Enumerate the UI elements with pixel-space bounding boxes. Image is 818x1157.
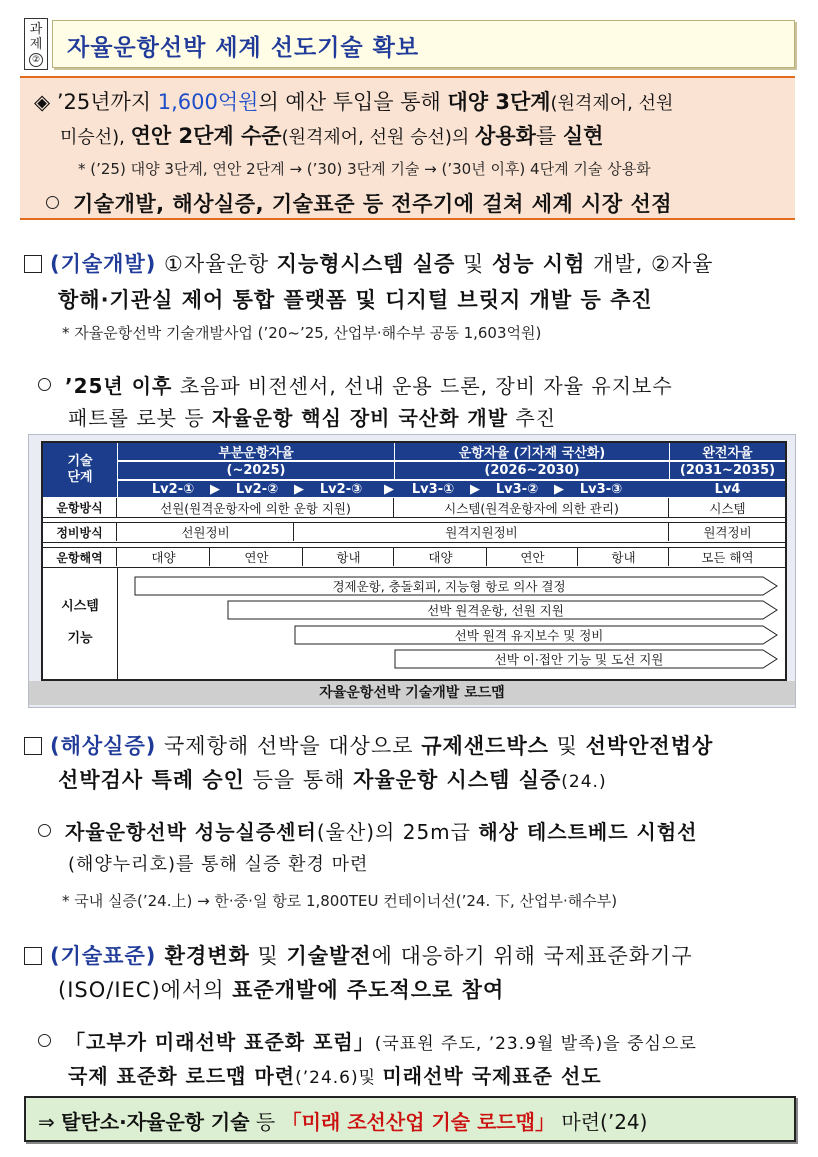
body-text: 및 — [455, 252, 492, 276]
operation-stage-1: 선원(원격운항자에 의한 운항 지원) — [118, 498, 394, 517]
system-label: 시스템 — [43, 595, 117, 613]
body-bold: 자율운항선박 성능실증센터 — [65, 820, 317, 844]
tech-dev-line-1 — [24, 248, 713, 278]
tech-dev-line-2: 항해·기관실 제어 통합 플랫폼 및 디지털 브릿지 개발 등 추진 — [58, 288, 653, 312]
section-label-tech-dev: (기술개발) — [50, 252, 157, 276]
body-bold: 탈탄소·자율운항 기술 — [61, 1110, 250, 1134]
circle-bullet-icon — [38, 378, 51, 391]
body-bold: 성능 시험 — [491, 252, 586, 276]
stage-3-period: (2031~2035) — [670, 462, 785, 480]
summary-bold: 실현 — [562, 124, 604, 148]
body-text: (ISO/IEC)에서의 — [58, 978, 233, 1002]
row-label-area: 운항해역 — [43, 548, 117, 566]
title-box — [52, 20, 795, 68]
operation-stage-3: 시스템 — [709, 500, 746, 516]
standard-sub-line-1 — [38, 1026, 697, 1055]
area-cell: 연안 — [211, 548, 303, 566]
stage-2-name: 운항자율 (기자재 국산화) — [395, 443, 669, 461]
checkbox-icon — [24, 947, 42, 965]
task-tag-number: ② — [29, 53, 43, 67]
stage-header-label: 기술 단계 — [43, 443, 117, 497]
body-bold: 미래선박 국제표준 선도 — [382, 1064, 602, 1088]
tech-dev-sub-line-2 — [68, 402, 556, 431]
row-label-operation: 운항방식 — [43, 498, 117, 517]
tech-dev-note: * 자율운항선박 기술개발사업 (’20~’25, 산업부·해수부 공동 1,603억원) — [62, 324, 542, 342]
body-text: 및 — [249, 944, 287, 968]
summary-line-1 — [34, 86, 673, 116]
body-text: 등을 통해 — [244, 768, 354, 792]
function-2: 선박 원격운항, 선원 지원 — [427, 603, 564, 618]
body-text: 및 — [548, 734, 586, 758]
task-number-tag — [24, 18, 48, 70]
summary-text: (원격제어, 선원 승선)의 — [281, 127, 476, 148]
circle-bullet-icon — [38, 824, 51, 837]
body-text: (국표원 주도, ’23.9월 발족)을 중심으로 — [374, 1034, 697, 1054]
body-bold: 자율운항 핵심 장비 국산화 개발 — [212, 406, 509, 430]
task-tag-char-2: 제 — [29, 36, 43, 52]
body-text: 국제항해 선박을 대상으로 — [156, 734, 422, 758]
body-text: 개발, ②자율 — [585, 252, 714, 276]
body-bold: 환경변화 — [156, 944, 250, 968]
level-arrow-icon: ▶ — [377, 481, 401, 497]
stage-1-period: (~2025) — [118, 462, 394, 480]
body-bold: 국제 표준화 로드맵 마련 — [68, 1064, 296, 1088]
standard-line-1 — [24, 940, 693, 970]
body-text: (’24.6)및 — [295, 1068, 383, 1088]
operation-stage-2: 시스템(원격운항자에 의한 관리) — [395, 498, 669, 517]
budget-amount: 1,600억원 — [157, 90, 259, 114]
function-1: 경제운항, 충돌회피, 지능형 항로 의사 결정 — [332, 579, 566, 594]
conclusion-box — [24, 1096, 796, 1142]
level-3-2: Lv3-② — [487, 481, 547, 497]
level-2-3: Lv2-③ — [311, 481, 371, 497]
body-text: 등 — [249, 1110, 282, 1134]
maintenance-stage-2: 원격지원정비 — [295, 523, 669, 541]
circle-bullet-icon — [38, 1034, 51, 1047]
summary-box — [20, 76, 795, 220]
roadmap-caption: 자율운항선박 기술개발 로드맵 — [29, 681, 795, 705]
level-arrow-icon: ▶ — [463, 481, 487, 497]
body-bold: 규제샌드박스 — [421, 734, 549, 758]
roadmap-figure — [28, 434, 796, 708]
area-cell: 항내 — [304, 548, 394, 566]
sea-test-sub-line-1 — [38, 816, 698, 845]
body-bold: 선박검사 특례 승인 — [58, 768, 245, 792]
sea-test-note: * 국내 실증(’24.上) → 한·중·일 항로 1,800TEU 컨테이너선(’24. 下, 산업부·해수부) — [62, 892, 618, 910]
summary-bold: 연안 2단계 수준 — [130, 124, 282, 148]
stage-1-name: 부분운항자율 — [118, 443, 394, 461]
area-cell: 항내 — [579, 548, 669, 566]
checkbox-icon — [24, 255, 42, 273]
summary-text: ◈ ’25년까지 — [34, 90, 158, 114]
roadmap-title-red: 「미래 조선산업 기술 로드맵」 — [281, 1110, 556, 1134]
body-bold: 지능형시스템 실증 — [276, 252, 456, 276]
task-tag-char-1: 과 — [29, 21, 43, 37]
tech-dev-sub-line-1 — [38, 370, 673, 399]
level-3-1: Lv3-① — [403, 481, 463, 497]
area-cell: 대양 — [118, 548, 210, 566]
body-text: 마련(’24) — [555, 1110, 648, 1134]
body-bold: ’25년 이후 — [65, 374, 173, 398]
function-label: 기능 — [43, 627, 117, 645]
maintenance-stage-3: 원격정비 — [703, 525, 752, 540]
body-bold: 자율운항 시스템 실증 — [353, 768, 562, 792]
function-4: 선박 이·접안 기능 및 도선 지원 — [494, 652, 664, 667]
summary-line-3 — [46, 188, 672, 218]
level-2-1: Lv2-① — [143, 481, 203, 497]
body-bold: 「고부가 미래선박 표준화 포럼」 — [65, 1030, 375, 1054]
summary-text: (원격제어, 선원 — [550, 93, 674, 114]
level-arrow-icon: ▶ — [203, 481, 227, 497]
stage-2-period: (2026~2030) — [395, 462, 669, 480]
summary-line-2 — [60, 120, 603, 150]
level-2-2: Lv2-② — [227, 481, 287, 497]
standard-line-2 — [58, 974, 504, 1004]
conclusion-text — [38, 1106, 647, 1135]
circle-bullet-icon — [46, 196, 59, 209]
body-text: 초음파 비전센서, 선내 운용 드론, 장비 자율 유지보수 — [172, 374, 673, 398]
body-bold: 선박안전법상 — [585, 734, 714, 758]
section-label-sea-test: (해상실증) — [50, 734, 157, 758]
area-cell: 대양 — [395, 548, 487, 566]
level-4: Lv4 — [670, 481, 785, 497]
checkbox-icon — [24, 737, 42, 755]
body-text: ①자율운항 — [156, 252, 277, 276]
body-bold: 해상 테스트베드 시험선 — [478, 820, 698, 844]
function-3: 선박 원격 유지보수 및 정비 — [454, 628, 604, 643]
summary-text: 미승선), — [60, 127, 131, 148]
body-text: 추진 — [508, 406, 557, 430]
level-arrow-icon: ▶ — [287, 481, 311, 497]
area-cell: 모든 해역 — [701, 550, 754, 565]
summary-goal: 기술개발, 해상실증, 기술표준 등 전주기에 걸쳐 세계 시장 선점 — [73, 192, 673, 216]
section-label-standard: (기술표준) — [50, 944, 157, 968]
stage-3-name: 완전자율 — [670, 443, 785, 461]
summary-bold: 상용화 — [475, 124, 536, 148]
body-bold: 표준개발에 주도적으로 참여 — [232, 978, 505, 1002]
summary-text: 를 — [535, 124, 563, 148]
summary-text: 의 예산 투입을 통해 — [258, 90, 448, 114]
body-text: 에 대응하기 위해 국제표준화기구 — [371, 944, 693, 968]
roadmap-table — [41, 441, 787, 681]
summary-bold: 대양 3단계 — [447, 90, 551, 114]
level-3-3: Lv3-③ — [571, 481, 631, 497]
standard-sub-line-2 — [68, 1060, 602, 1089]
body-text: (24.) — [561, 772, 607, 792]
page-title: 자율운항선박 세계 선도기술 확보 — [67, 35, 420, 61]
body-bold: 기술발전 — [286, 944, 372, 968]
body-text: (울산)의 25m급 — [316, 820, 479, 844]
sea-test-line-2 — [58, 764, 607, 794]
sea-test-line-1 — [24, 730, 713, 760]
level-arrow-icon: ▶ — [547, 481, 571, 497]
row-label-maintenance: 정비방식 — [43, 523, 117, 541]
body-text: 패트롤 로봇 등 — [68, 406, 212, 430]
sea-test-sub-line-2: (해양누리호)를 통해 실증 환경 마련 — [68, 854, 369, 875]
area-cell: 연안 — [488, 548, 578, 566]
summary-note: * (’25) 대양 3단계, 연안 2단계 → (’30) 3단계 기술 → (’30년 이후) 4단계 기술 상용화 — [78, 160, 651, 178]
maintenance-stage-1: 선원정비 — [118, 523, 294, 541]
arrow-right-icon: ⇒ — [38, 1110, 55, 1134]
